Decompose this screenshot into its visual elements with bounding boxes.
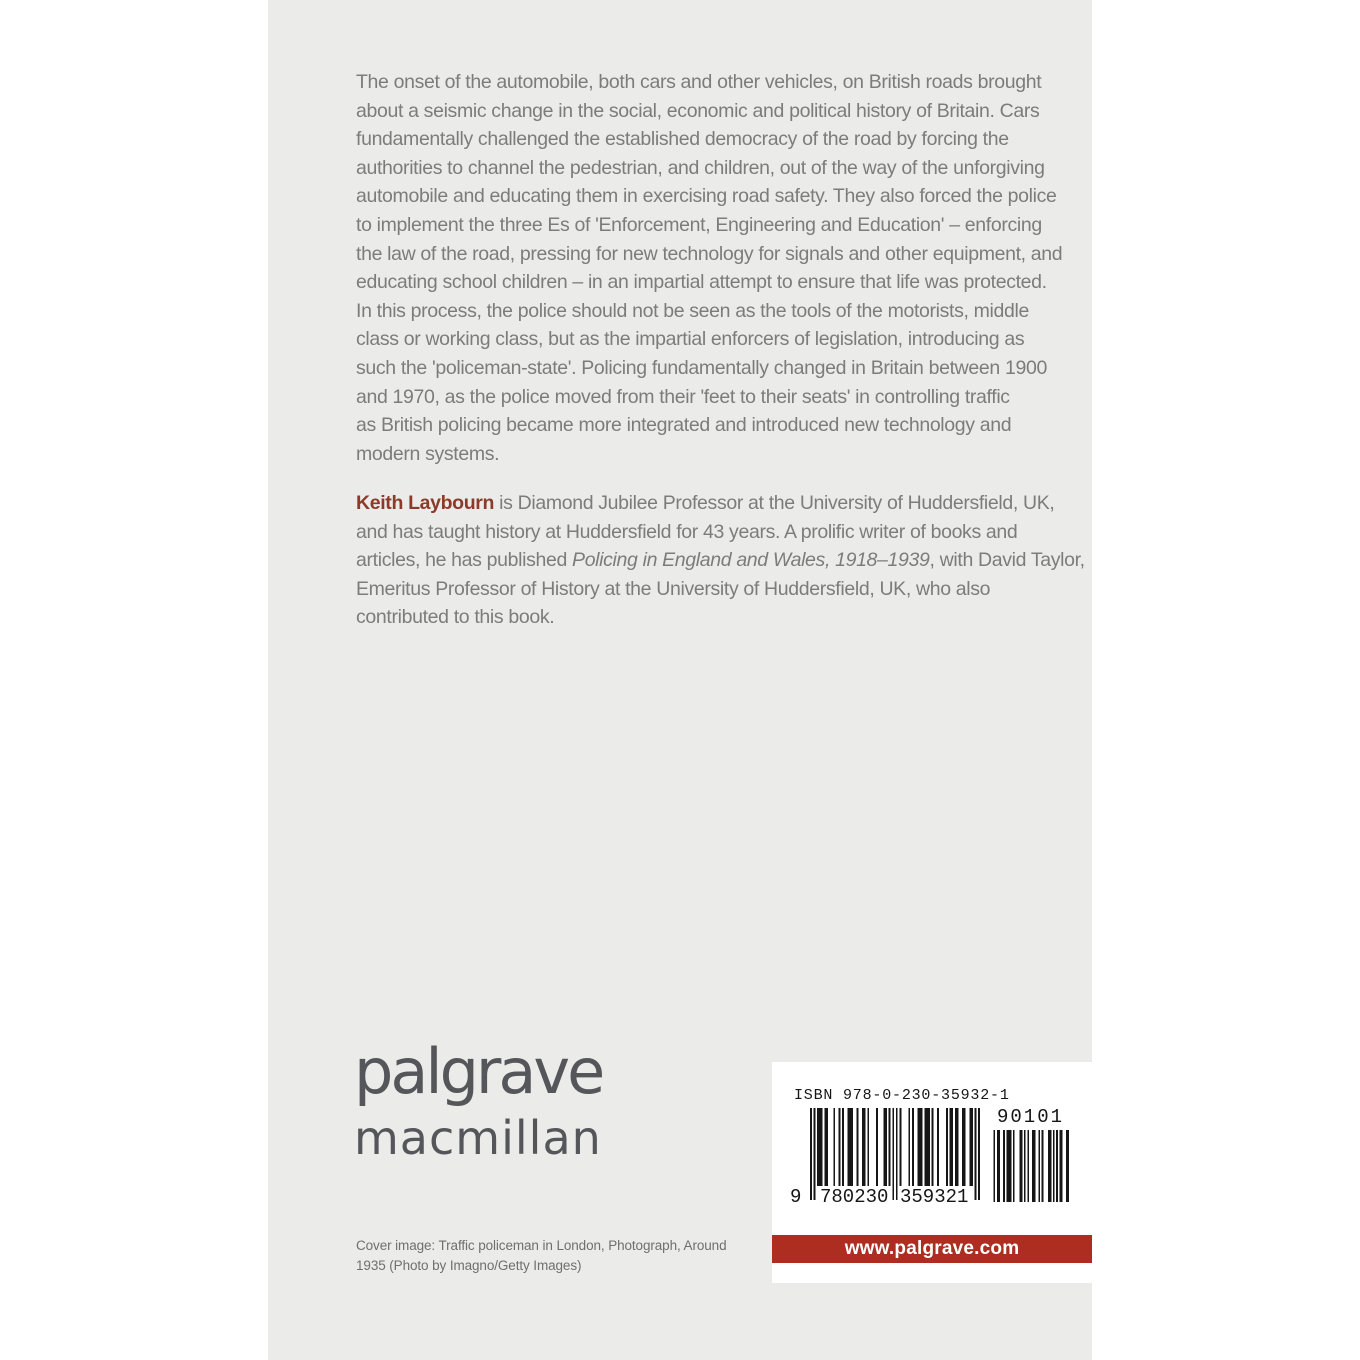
- synopsis-line: class or working class, but as the impartial enforcers of legislation, introducing as: [356, 328, 1025, 351]
- synopsis-line: In this process, the police should not be seen as the tools of the motorists, middle: [356, 299, 1029, 322]
- bio-text-fragment: is Diamond Jubilee Professor at the University of Huddersfield, UK,: [494, 492, 1055, 514]
- author-bio-text: [356, 489, 1085, 632]
- logo-macmillan-text: macmillan: [354, 1111, 602, 1165]
- barcode-panel: [772, 1062, 1092, 1283]
- publisher-website-banner: [772, 1235, 1092, 1263]
- synopsis-text: [356, 68, 1062, 468]
- barcode-digits-right: 359321: [900, 1186, 969, 1208]
- barcode-digit-first: 9: [790, 1186, 802, 1208]
- synopsis-line: the law of the road, pressing for new technology for signals and other equipment, and: [356, 242, 1063, 265]
- synopsis-line: fundamentally challenged the established democracy of the road by forcing the: [356, 128, 1009, 151]
- ean5-addon-barcode: [992, 1130, 1069, 1202]
- synopsis-line: to implement the three Es of 'Enforcement, Engineering and Education' – enforcing: [356, 213, 1042, 236]
- bio-line: contributed to this book.: [356, 606, 555, 629]
- bio-text-fragment: , with David Taylor,: [929, 549, 1085, 572]
- credit-line: Cover image: Traffic policeman in London, Photograph, Around: [356, 1238, 727, 1253]
- synopsis-line: educating school children – in an impartial attempt to ensure that life was protected.: [356, 271, 1047, 294]
- isbn-label: ISBN 978-0-230-35932-1: [794, 1087, 1010, 1104]
- synopsis-line: about a seismic change in the social, economic and political history of Britain. Cars: [356, 99, 1040, 122]
- barcode-addon-digits: 90101: [996, 1106, 1064, 1128]
- bio-line: [356, 489, 1085, 518]
- credit-line: 1935 (Photo by Imagno/Getty Images): [356, 1258, 582, 1273]
- synopsis-line: such the 'policeman-state'. Policing fundamentally changed in Britain between 1900: [356, 356, 1047, 379]
- synopsis-line: automobile and educating them in exercising road safety. They also forced the police: [356, 185, 1057, 208]
- synopsis-line: as British policing became more integrated and introduced new technology and: [356, 414, 1012, 437]
- book-title-italic: Policing in England and Wales, 1918–1939: [572, 549, 930, 572]
- synopsis-line: The onset of the automobile, both cars and other vehicles, on British roads brought: [356, 71, 1042, 93]
- bio-line: [356, 546, 1085, 575]
- bio-line: Emeritus Professor of History at the University of Huddersfield, UK, who also: [356, 577, 991, 600]
- publisher-website-text: www.palgrave.com: [844, 1238, 1020, 1259]
- bio-text-fragment: articles, he has published: [356, 549, 573, 572]
- synopsis-line: authorities to channel the pedestrian, and children, out of the way of the unforgiving: [356, 156, 1045, 179]
- palgrave-macmillan-logo: [354, 1036, 602, 1166]
- synopsis-line: and 1970, as the police moved from their 'feet to their seats' in controlling traffic: [356, 385, 1010, 408]
- author-name: Keith Laybourn: [356, 492, 495, 514]
- bio-line: and has taught history at Huddersfield for 43 years. A prolific writer of books and: [356, 520, 1018, 543]
- barcode-digits-left: 780230: [820, 1186, 889, 1208]
- book-back-cover: [268, 0, 1092, 1360]
- logo-palgrave-text: palgrave: [354, 1035, 603, 1108]
- cover-image-credit: [356, 1236, 727, 1276]
- synopsis-line: modern systems.: [356, 442, 500, 465]
